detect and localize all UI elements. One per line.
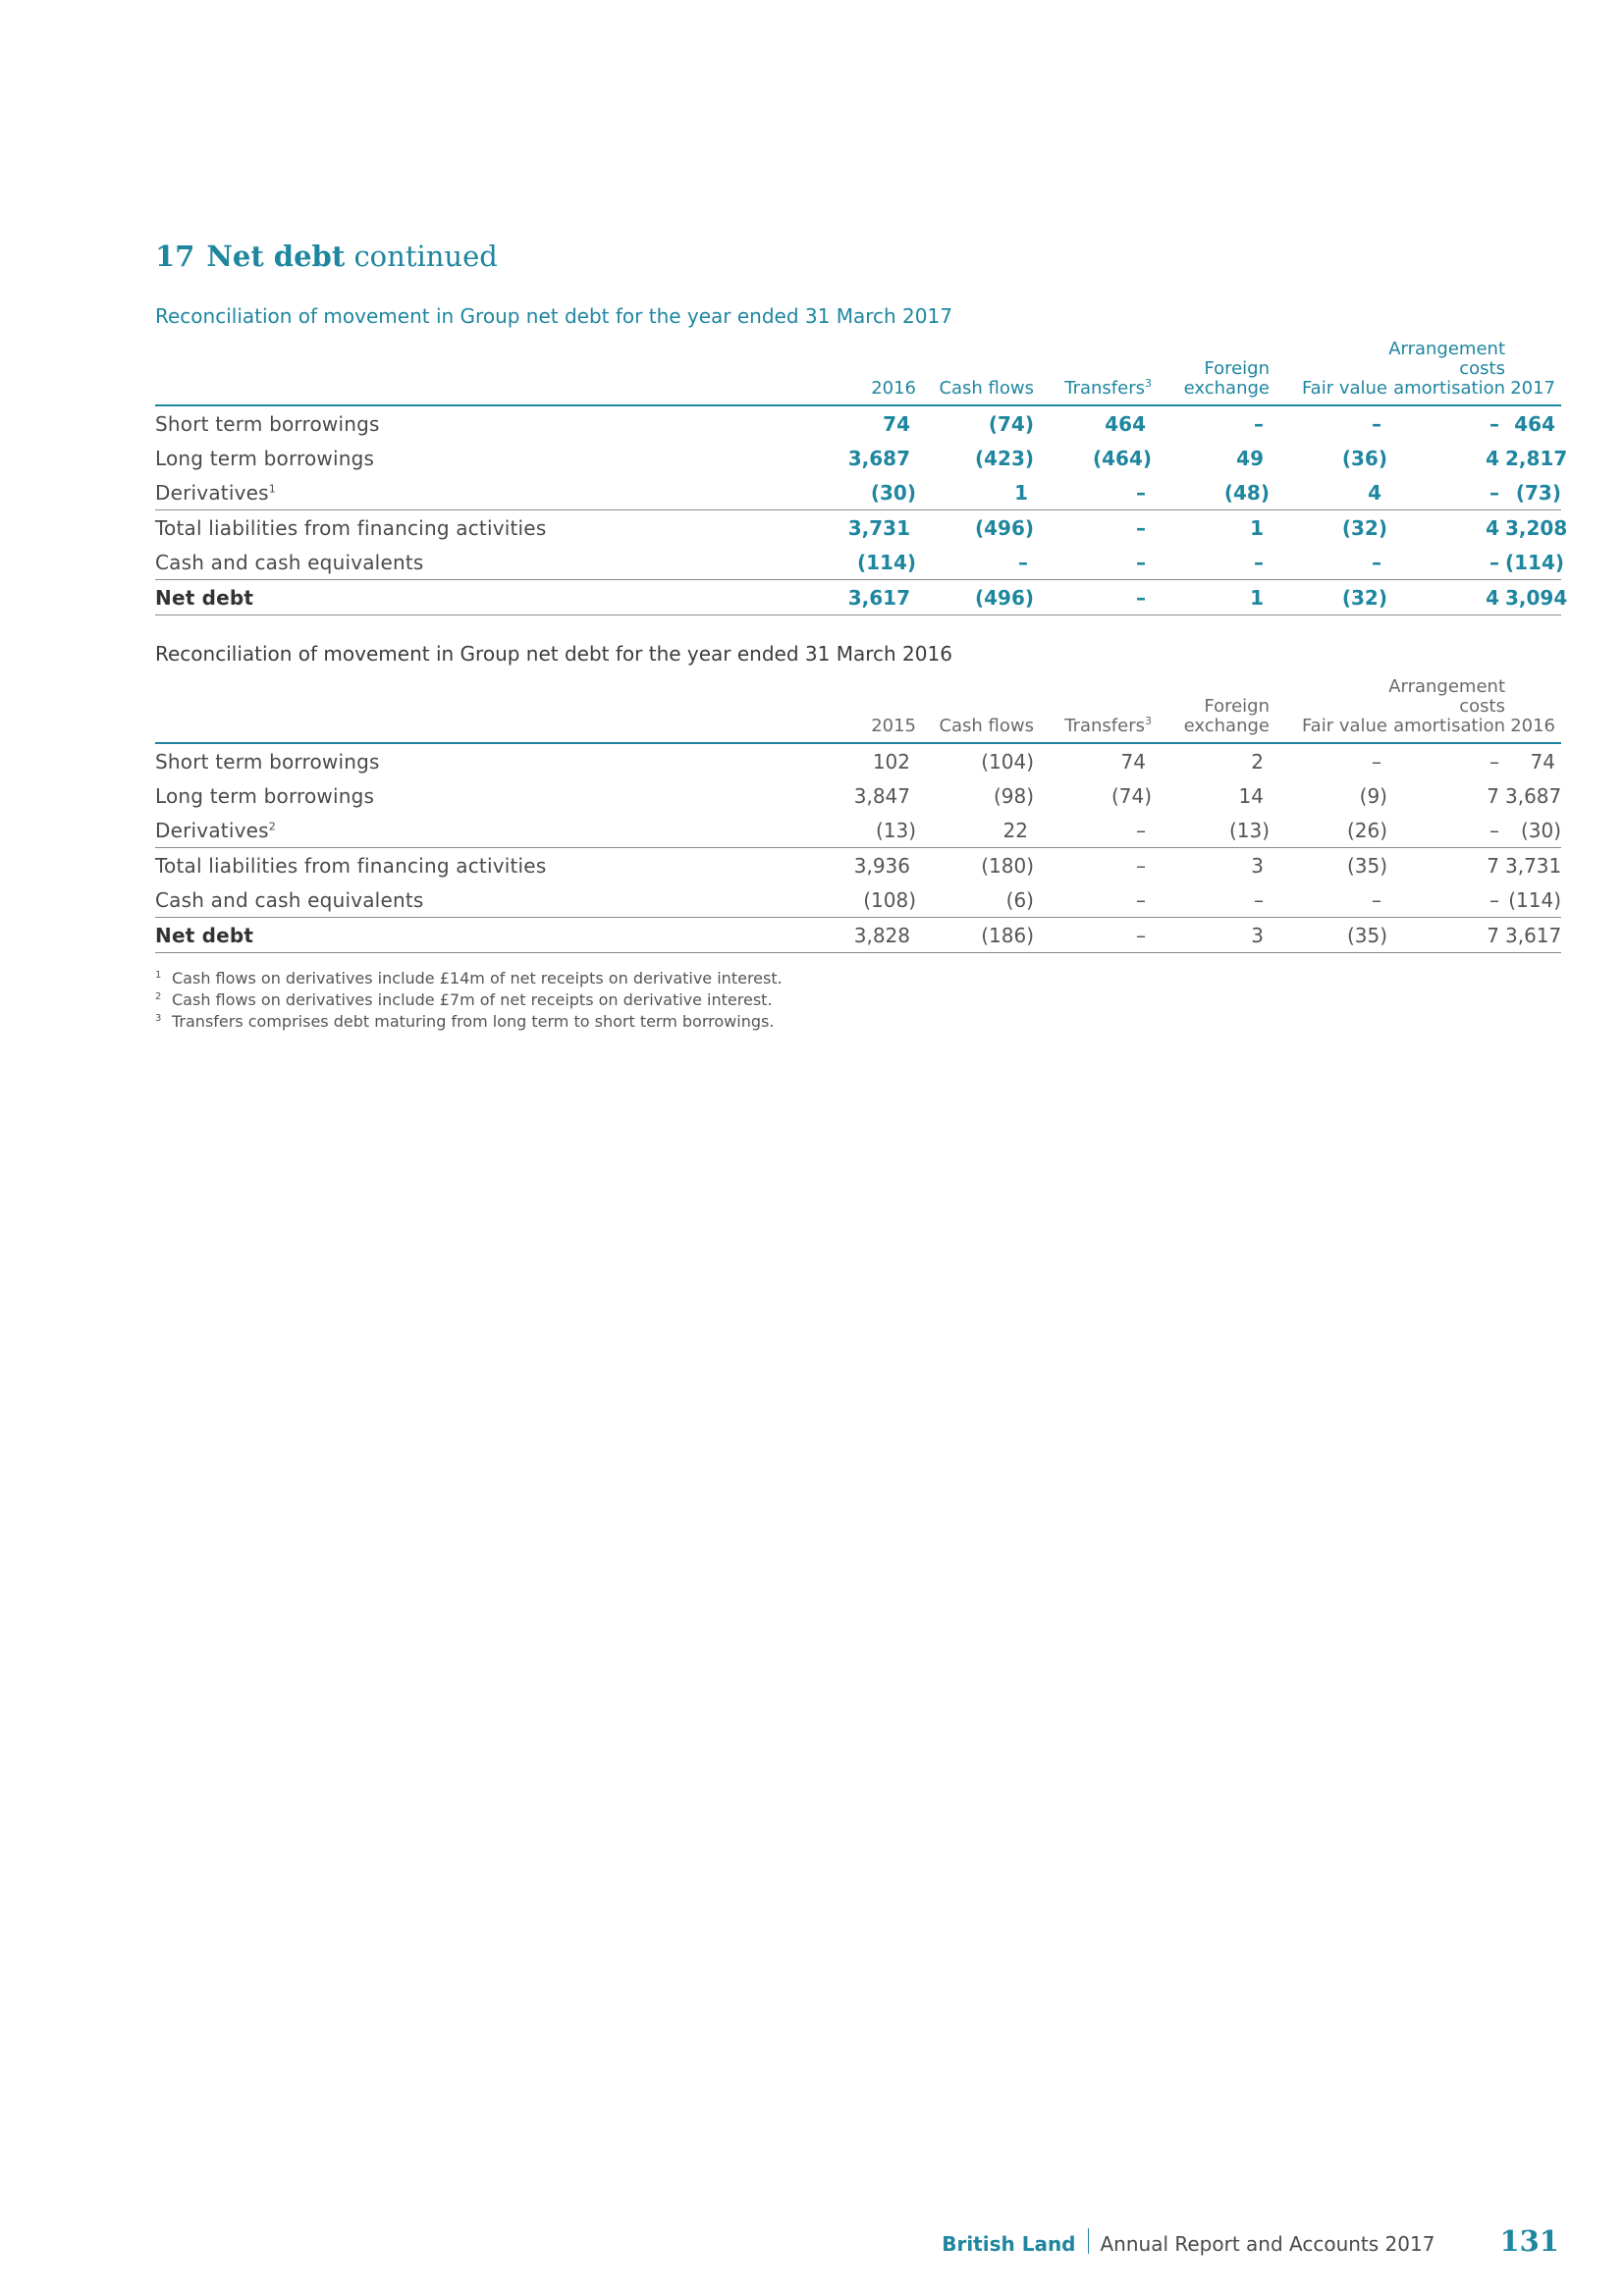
footnote-3: 3 Transfers comprises debt maturing from long term to short term borrowings. [155, 1012, 775, 1031]
table-cell: 22 [1002, 818, 1028, 842]
table-cell: (74) [988, 411, 1034, 436]
col-header-arrangement-costs: Arrangement costs amortisation [1387, 667, 1505, 743]
table-row [155, 918, 1561, 953]
table-cell: (186) [916, 918, 1034, 953]
table-cell: (108) [863, 887, 916, 912]
table-cell: (48) [1223, 480, 1270, 505]
table-row [155, 475, 1561, 510]
table-cell: 102 [872, 749, 910, 774]
table-cell: 4 [1486, 446, 1499, 470]
table-row [155, 743, 1561, 778]
footnote-1: 1 Cash flows on derivatives include £14m of net receipts on derivative interest. [155, 969, 783, 988]
table-cell: (13) [1228, 818, 1270, 842]
table-cell: (6) [1005, 887, 1034, 912]
header-row [155, 667, 1561, 743]
section-title [155, 240, 498, 273]
table-cell: 3,617 [730, 580, 916, 615]
table-cell: – [1372, 749, 1381, 774]
footnote-ref: 1 [268, 481, 276, 495]
footer-brand: British Land [942, 2232, 1076, 2256]
table-cell: (114) [1505, 550, 1565, 574]
table-cell: 3,828 [730, 918, 916, 953]
table-cell: 3,094 [1505, 580, 1561, 615]
col-header-cash-flows: Cash flows [916, 330, 1034, 405]
table-row [155, 848, 1561, 883]
row-label: Long term borrowings [155, 446, 375, 470]
section-suffix: continued [353, 240, 498, 273]
table-row [155, 441, 1561, 475]
table-cell: 3,687 [1505, 783, 1562, 808]
table-cell: 1 [1014, 480, 1028, 505]
row-label: Cash and cash equivalents [155, 887, 424, 912]
table-cell: (32) [1270, 580, 1387, 615]
table-cell: 3,936 [730, 848, 916, 883]
table-cell: 3,731 [1505, 848, 1561, 883]
table-cell: 7 [1387, 918, 1505, 953]
table-cell: (35) [1270, 848, 1387, 883]
table-cell: (30) [870, 480, 916, 505]
table-cell: 14 [1238, 783, 1264, 808]
table-cell: 3,687 [847, 446, 910, 470]
table-cell: (36) [1341, 446, 1387, 470]
col-header-cash-flows: Cash flows [916, 667, 1034, 743]
table-row [155, 510, 1561, 546]
col-header-foreign-exchange: Foreign exchange [1152, 330, 1270, 405]
table-row [155, 882, 1561, 918]
col-header-opening: 2015 [730, 667, 916, 743]
col-header-opening: 2016 [730, 330, 916, 405]
footnote-2: 2 Cash flows on derivatives include £7m of net receipts on derivative interest. [155, 990, 773, 1009]
table-cell: 74 [1530, 749, 1555, 774]
col-header-fair-value: Fair value [1270, 330, 1387, 405]
table-cell: 464 [1105, 411, 1146, 436]
table-cell: 74 [1120, 749, 1146, 774]
col-header-arrangement-costs: Arrangement costs amortisation [1387, 330, 1505, 405]
table-cell: (98) [993, 783, 1034, 808]
net-debt-table-2017 [155, 330, 1568, 615]
row-label: Total liabilities from financing activities [155, 848, 730, 883]
table-cell: 7 [1387, 848, 1505, 883]
net-debt-table-2016 [155, 667, 1561, 953]
table-cell: (496) [916, 510, 1034, 546]
table-cell: 4 [1387, 510, 1505, 546]
table-cell: – [1254, 411, 1264, 436]
col-header-fair-value: Fair value [1270, 667, 1387, 743]
table-cell: 4 [1387, 580, 1505, 615]
table-cell: (114) [1508, 887, 1561, 912]
table-row [155, 778, 1561, 813]
col-header-closing: 2016 [1505, 667, 1561, 743]
table-cell: – [1034, 580, 1152, 615]
table-cell: (104) [981, 749, 1034, 774]
table-cell: – [1372, 411, 1381, 436]
table-cell: (35) [1270, 918, 1387, 953]
table-cell: – [1372, 550, 1381, 574]
row-label: Net debt [155, 580, 730, 615]
row-label: Long term borrowings [155, 783, 375, 808]
table-2017-caption: Reconciliation of movement in Group net debt for the year ended 31 March 2017 [155, 304, 952, 328]
row-label: Cash and cash equivalents [155, 550, 424, 574]
table-cell: 2 [1251, 749, 1264, 774]
table-cell: 3 [1152, 848, 1270, 883]
table-cell: (74) [1110, 783, 1152, 808]
col-header-closing: 2017 [1505, 330, 1561, 405]
row-label: Net debt [155, 918, 730, 953]
table-cell: (30) [1520, 818, 1561, 842]
table-cell: (32) [1270, 510, 1387, 546]
footer-report-title: Annual Report and Accounts 2017 [1100, 2232, 1435, 2256]
table-cell: – [1489, 411, 1499, 436]
page-number: 131 [1499, 2224, 1559, 2258]
table-cell: 3,208 [1505, 510, 1561, 546]
row-label: Derivatives$^1$ [155, 480, 276, 505]
table-cell: 74 [883, 411, 910, 436]
table-cell: – [1372, 887, 1381, 912]
table-cell: – [1136, 887, 1146, 912]
row-label: Derivatives$^2$ [155, 818, 276, 842]
table-cell: (13) [875, 818, 916, 842]
table-cell: – [1034, 510, 1152, 546]
table-cell: 3,847 [853, 783, 910, 808]
section-name: Net debt [206, 240, 346, 273]
page-footer [942, 2224, 1559, 2258]
table-cell: (26) [1346, 818, 1387, 842]
table-cell: (9) [1359, 783, 1387, 808]
table-cell: 3,731 [730, 510, 916, 546]
table-cell: (114) [856, 550, 916, 574]
section-number: 17 [155, 240, 195, 273]
table-cell: – [1254, 887, 1264, 912]
footnotes [155, 968, 783, 1033]
table-cell: – [1136, 480, 1146, 505]
table-cell: – [1136, 550, 1146, 574]
table-cell: – [1489, 550, 1499, 574]
table-cell: 2,817 [1505, 446, 1568, 470]
table-cell: 1 [1152, 510, 1270, 546]
table-2016-caption: Reconciliation of movement in Group net debt for the year ended 31 March 2016 [155, 642, 952, 666]
table-cell: – [1018, 550, 1028, 574]
table-cell: 49 [1236, 446, 1264, 470]
table-cell: – [1489, 480, 1499, 505]
table-cell: 7 [1487, 783, 1499, 808]
table-cell: 4 [1368, 480, 1381, 505]
table-row [155, 580, 1561, 615]
col-header-foreign-exchange: Foreign exchange [1152, 667, 1270, 743]
header-row [155, 330, 1561, 405]
table-row [155, 813, 1561, 848]
footer-divider [1088, 2228, 1089, 2254]
table-cell: – [1034, 918, 1152, 953]
table-cell: 464 [1514, 411, 1555, 436]
table-cell: 1 [1152, 580, 1270, 615]
table-cell: (496) [916, 580, 1034, 615]
table-cell: – [1489, 749, 1499, 774]
table-cell: 3 [1152, 918, 1270, 953]
col-header-transfers: Transfers$^3$ [1034, 667, 1152, 743]
table-cell: – [1489, 887, 1499, 912]
table-cell: – [1489, 818, 1499, 842]
col-header-blank [155, 330, 730, 405]
col-header-transfers: Transfers$^3$ [1034, 330, 1152, 405]
row-label: Total liabilities from financing activities [155, 510, 730, 546]
table-cell: – [1136, 818, 1146, 842]
table-row [155, 545, 1561, 580]
col-header-blank [155, 667, 730, 743]
table-cell: – [1254, 550, 1264, 574]
row-label: Short term borrowings [155, 411, 380, 436]
table-cell: (423) [974, 446, 1034, 470]
footnote-ref: 2 [268, 819, 276, 832]
table-cell: (180) [916, 848, 1034, 883]
table-cell: 3,617 [1505, 918, 1561, 953]
table-cell: (73) [1515, 480, 1561, 505]
table-cell: – [1034, 848, 1152, 883]
row-label: Short term borrowings [155, 749, 380, 774]
table-row [155, 405, 1561, 441]
table-cell: (464) [1092, 446, 1152, 470]
